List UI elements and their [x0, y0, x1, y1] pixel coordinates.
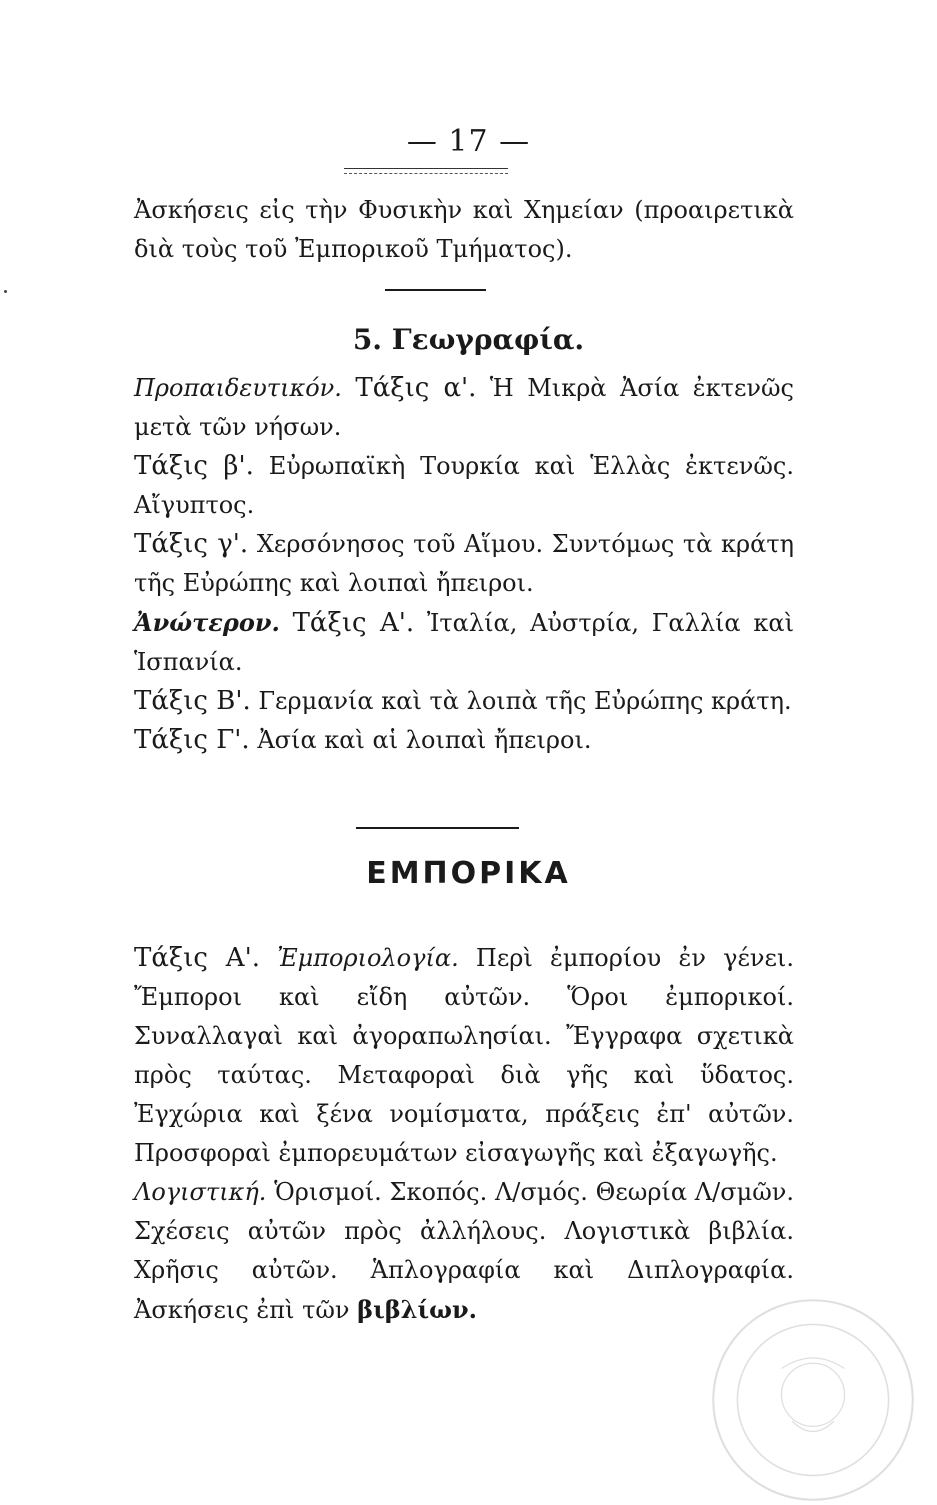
geography-paragraph: [134, 369, 794, 447]
section-divider: [385, 289, 486, 291]
intro-paragraph: [134, 191, 794, 269]
section-divider: [356, 827, 519, 829]
curriculum-level-label: Προπαιδευτικόν.: [134, 374, 342, 402]
university-seal-icon: [708, 1295, 918, 1505]
paragraph-text: Ἰταλία, Αὐστρία, Γαλλία καὶ Ἱσπανία.: [134, 609, 794, 676]
paragraph-text: Ἁπλογραφία καὶ Διπλογραφία.: [370, 1256, 794, 1284]
subject-label: Ἐμποριολογία.: [277, 944, 459, 972]
paragraph-text: Ἀσκήσεις ἐπὶ τῶν: [134, 1296, 350, 1324]
commercial-heading: ΕΜΠΟΡΙΚΑ: [366, 856, 571, 891]
subject-label: Λογιστική.: [134, 1178, 267, 1206]
paragraph-text: Ὁρισμοί. Σκοπός. Λ/σμός. Θεωρία Λ/σμῶν. Σχέσεις αὐτῶν πρὸς ἀλλήλους. Λογιστικὰ βιβλία. Χρῆσις αὐτῶν.: [134, 1178, 794, 1284]
geography-section: [134, 369, 794, 760]
class-label: Τάξις Β'.: [134, 686, 251, 716]
class-label: Τάξις α'.: [355, 373, 477, 403]
intro-text: Ἀσκήσεις εἰς τὴν Φυσικὴν καὶ Χημείαν (προαιρετικὰ διὰ τοὺς τοῦ Ἐμπορικοῦ Τμήματος).: [134, 196, 794, 263]
paragraph-text: Γερμανία καὶ τὰ λοιπὰ τῆς Εὐρώπης κράτη.: [258, 687, 792, 715]
paragraph-text: Εὐρωπαϊκὴ Τουρκία καὶ Ἑλλὰς ἐκτενῶς. Αἴγυπτος.: [134, 452, 794, 519]
class-label: Τάξις β'.: [134, 451, 254, 481]
class-label: Τάξις Α'.: [292, 608, 415, 638]
commercial-section: [134, 939, 794, 1330]
geography-paragraph: [134, 721, 794, 760]
paragraph-text: Περὶ ἐμπορίου ἐν γένει. Ἔμποροι καὶ εἴδη αὐτῶν. Ὅροι ἐμπορικοί. Συναλλαγαὶ καὶ ἀγοραπωλησίαι. Ἔγγραφα σχετικὰ πρὸς ταύτας. Μεταφοραὶ διὰ γῆς καὶ ὕδατος. Ἐγχώρια καὶ ξένα νομίσματα, πράξεις ἐπ' αὐτῶν. Προσφοραὶ ἐμπορευμάτων εἰσαγωγῆς καὶ ἐξαγωγῆς.: [134, 944, 794, 1167]
class-label: Τάξις Α'.: [134, 943, 260, 973]
commercial-paragraph: [134, 939, 794, 1173]
margin-speck: [4, 290, 7, 293]
class-label: Τάξις Γ'.: [134, 725, 250, 755]
geography-paragraph: [134, 603, 794, 682]
paragraph-text: Χερσόνησος τοῦ Αἵμου. Συντόμως τὰ κράτη τῆς Εὐρώπης καὶ λοιπαὶ ἤπειροι.: [134, 530, 794, 597]
geography-paragraph: [134, 682, 794, 721]
geography-heading: 5. Γεωγραφία.: [352, 323, 585, 356]
curriculum-level-label: Ἀνώτερον.: [134, 608, 280, 637]
commercial-paragraph: [134, 1173, 794, 1330]
page-number-rule: [344, 168, 508, 174]
paragraph-text: βιβλίων.: [357, 1295, 477, 1324]
paragraph-text: Ἀσία καὶ αἱ λοιπαὶ ἤπειροι.: [257, 726, 592, 754]
geography-paragraph: [134, 447, 794, 525]
paragraph-text: Ἡ Μικρὰ Ἀσία ἐκτενῶς μετὰ τῶν νήσων.: [134, 374, 794, 441]
geography-paragraph: [134, 525, 794, 603]
page-number: — 17 —: [406, 124, 531, 159]
class-label: Τάξις γ'.: [134, 529, 249, 559]
